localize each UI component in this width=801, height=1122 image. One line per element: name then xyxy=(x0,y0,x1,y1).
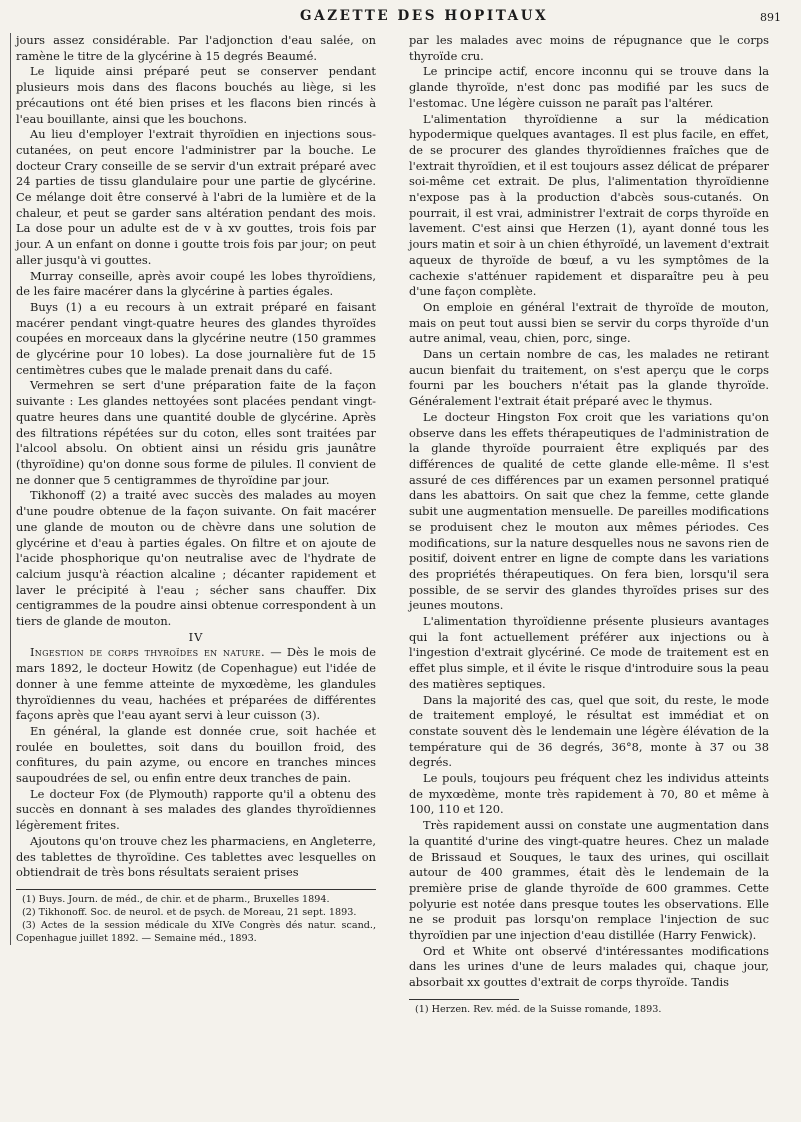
paragraph: Très rapidement aussi on constate une augmentation dans la quantité d'urine des vingt-quatre heures. Chez un malade de Brissaud et Souques, le taux des urines, qui oscillait autour de 400 grammes, était dès le lendemain de la première prise de glande thyroïde de 600 grammes. Cette polyurie est notée dans presque toutes les observations. Elle ne se produit pas lorsqu'on remplace l'injection de suc thyroïdien par une injection d'eau distillée (Harry Fenwick). xyxy=(409,818,769,943)
paragraph: Le principe actif, encore inconnu qui se trouve dans la glande thyroïde, n'est donc pas modifié par les sucs de l'estomac. Une légère cuisson ne paraît pas l'altérer. xyxy=(409,64,769,110)
paragraph: jours assez considérable. Par l'adjonction d'eau salée, on ramène le titre de la glycérine à 15 degrés Beaumé. xyxy=(16,33,376,63)
footnote: (1) Buys. Journ. de méd., de chir. et de pharm., Bruxelles 1894. xyxy=(22,893,330,905)
footnotes xyxy=(409,1003,769,1016)
paragraph: Murray conseille, après avoir coupé les lobes thyroïdiens, de les faire macérer dans la glycérine à parties égales. xyxy=(16,268,376,299)
footnote: (1) Herzen. Rev. méd. de la Suisse romande, 1893. xyxy=(415,1003,662,1015)
footnote: (2) Tikhonoff. Soc. de neurol. et de psych. de Moreau, 21 sept. 1893. xyxy=(22,906,357,918)
paragraph: Buys (1) a eu recours à un extrait préparé en faisant macérer pendant vingt-quatre heures des glandes thyroïdes coupées en morceaux dans la glycérine neutre (150 grammes de glycérine pour 10 lobes). La dose journalière fut de 15 centimètres cubes que le malade prenait dans du café. xyxy=(16,299,376,377)
paragraph: Ord et White ont observé d'intéressantes modifications dans les urines d'une de leurs malades qui, chaque jour, absorbait xx gouttes d'extrait de corps thyroïde. Tandis xyxy=(409,943,769,990)
paragraph: En général, la glande est donnée crue, soit hachée et roulée en boulettes, soit dans du bouillon froid, des confitures, du pain azyme, ou encore en tranches minces saupoudrées de sel, ou enfin entre deux tranches de pain. xyxy=(16,723,376,786)
section-first-paragraph xyxy=(16,645,376,724)
section-heading: Ingestion de corps thyroïdes en nature. xyxy=(30,645,265,660)
paragraph: On emploie en général l'extrait de thyroïde de mouton, mais on peut tout aussi bien se servir du corps thyroïde d'un autre animal, veau, chien, porc, singe. xyxy=(409,299,769,346)
page-header xyxy=(0,6,801,28)
paragraph: Tikhonoff (2) a traité avec succès des malades au moyen d'une poudre obtenue de la façon suivante. On fait macérer une glande de mouton ou de chèvre dans une solution de glycérine et d'eau à parties égales. On filtre et on ajoute de l'acide phosphorique qu'on neutralise avec de l'hydrate de calcium jusqu'à réaction alcaline ; décanter rapidement et laver le précipité à l'eau ; sécher sans chauffer. Dix centigrammes de la poudre ainsi obtenue correspondent à un tiers de glande de mouton. xyxy=(16,488,376,629)
paragraph: Dans un certain nombre de cas, les malades ne retirant aucun bienfait du traitement, on s'est aperçu que le corps fourni par les bouchers n'était pas la glande thyroïde. Généralement l'extrait était préparé avec le thymus. xyxy=(409,347,769,409)
section-text: — Dès le mois de mars 1892, le docteur Howitz (de Copenhague) eut l'idée de donner à une femme atteinte de myxœdème, les glandules thyroïdiennes du veau, hachées et préparées de différentes façons après que l'eau ayant servi à leur cuisson (3). xyxy=(16,645,377,723)
footnote: (3) Actes de la session médicale du XIVe Congrès dés natur. scand., Copenhague juillet 1892. — Semaine méd., 1893. xyxy=(16,919,376,944)
right-column xyxy=(409,33,769,1016)
paragraph: Au lieu d'employer l'extrait thyroïdien en injections sous-cutanées, on peut encore l'administrer par la bouche. Le docteur Crary conseille de se servir d'un extrait préparé avec 24 parties de tissu glandulaire pour une partie de glycérine. Ce mélange doit être conservé à l'abri de la lumière et de la chaleur, et peut se garder sans altération pendant des mois. La dose pour un adulte est de v à xv gouttes, trois fois par jour. A un enfant on donne i goutte trois fois par jour; on peut aller jusqu'à vi gouttes. xyxy=(16,127,376,267)
paragraph: Le pouls, toujours peu fréquent chez les individus atteints de myxœdème, monte très rapidement à 70, 80 et même à 100, 110 et 120. xyxy=(409,771,769,817)
section-number: IV xyxy=(188,629,204,644)
paragraph: Vermehren se sert d'une préparation faite de la façon suivante : Les glandes nettoyées sont placées pendant vingt-quatre heures dans une quantité double de glycérine. Après des filtrations répétées sur du coton, elles sont traitées par l'alcool absolu. On obtient ainsi un résidu gris jaunâtre (thyroïdine) qu'on donne sous forme de pilules. Il convient de ne donner que 5 centigrammes de thyroïdine par jour. xyxy=(16,378,376,487)
footnotes xyxy=(16,893,376,945)
footnote-divider xyxy=(409,999,519,1000)
journal-title: GAZETTE DES HOPITAUX xyxy=(300,8,549,24)
paragraph: Le docteur Fox (de Plymouth) rapporte qu'il a obtenu des succès en donnant à ses malades des glandes thyroïdiennes légèrement frites. xyxy=(16,786,376,833)
paragraph: Le docteur Hingston Fox croit que les variations qu'on observe dans les effets thérapeutiques de l'administration de la glande thyroïde pourraient être expliqués par des différences de qualité de cette glande elle-même. Il s'est assuré de ces différences par un examen personnel pratiqué dans les abattoirs. On sait que chez la femme, cette glande subit une augmentation mensuelle. De pareilles modifications se produisent chez le mouton aux mêmes périodes. Ces modifications, sur la nature desquelles nous ne savons rien de positif, doivent entrer en ligne de compte dans les variations des propriétés thérapeutiques. On fera bien, lorsqu'il sera possible, de se servir des glandes thyroïdes prises sur des jeunes moutons. xyxy=(409,409,769,613)
page-number: 891 xyxy=(760,11,781,24)
footnote-divider xyxy=(16,889,376,890)
paragraph: Ajoutons qu'on trouve chez les pharmaciens, en Angleterre, des tablettes de thyroïdine. Ces tablettes avec lesquelles on obtiendrait de très bons résultats seraient prises xyxy=(16,833,376,880)
paragraph: par les malades avec moins de répugnance que le corps thyroïde cru. xyxy=(409,33,769,63)
paragraph: Dans la majorité des cas, quel que soit, du reste, le mode de traitement employé, le résultat est immédiat et on constate souvent dès le lendemain une légère élévation de la température qui de 36 degrés, 36°8, monte à 37 ou 38 degrés. xyxy=(409,692,769,770)
left-column xyxy=(10,33,376,945)
paragraph: Le liquide ainsi préparé peut se conserver pendant plusieurs mois dans des flacons bouchés au liège, si les précautions ont été bien prises et les flacons bien rincés à l'eau bouillante, ainsi que les bouchons. xyxy=(16,64,376,126)
paragraph: L'alimentation thyroïdienne présente plusieurs avantages qui la font actuellement préférer aux injections ou à l'ingestion d'extrait glycériné. Ce mode de traitement est en effet plus simple, et il évite le risque d'introduire sous la peau des matières septiques. xyxy=(409,614,769,691)
paragraph: L'alimentation thyroïdienne a sur la médication hypodermique quelques avantages. Il est plus facile, en effet, de se procurer des glandes thyroïdiennes fraîches que de l'extrait thyroïdien, et il est toujours assez délicat de préparer soi-même cet extrait. De plus, l'alimentation thyroïdienne n'expose pas à la production d'abcès sous-cutanés. On pourrait, il est vrai, administrer l'extrait de corps thyroïde en lavement. C'est ainsi que Herzen (1), ayant donné tous les jours matin et soir à un chien éthyroïdé, un lavement d'extrait aqueux de thyroïde de bœuf, a vu les symptômes de la cachexie s'atténuer rapidement et disparaître peu à peu d'une façon complète. xyxy=(409,111,769,299)
